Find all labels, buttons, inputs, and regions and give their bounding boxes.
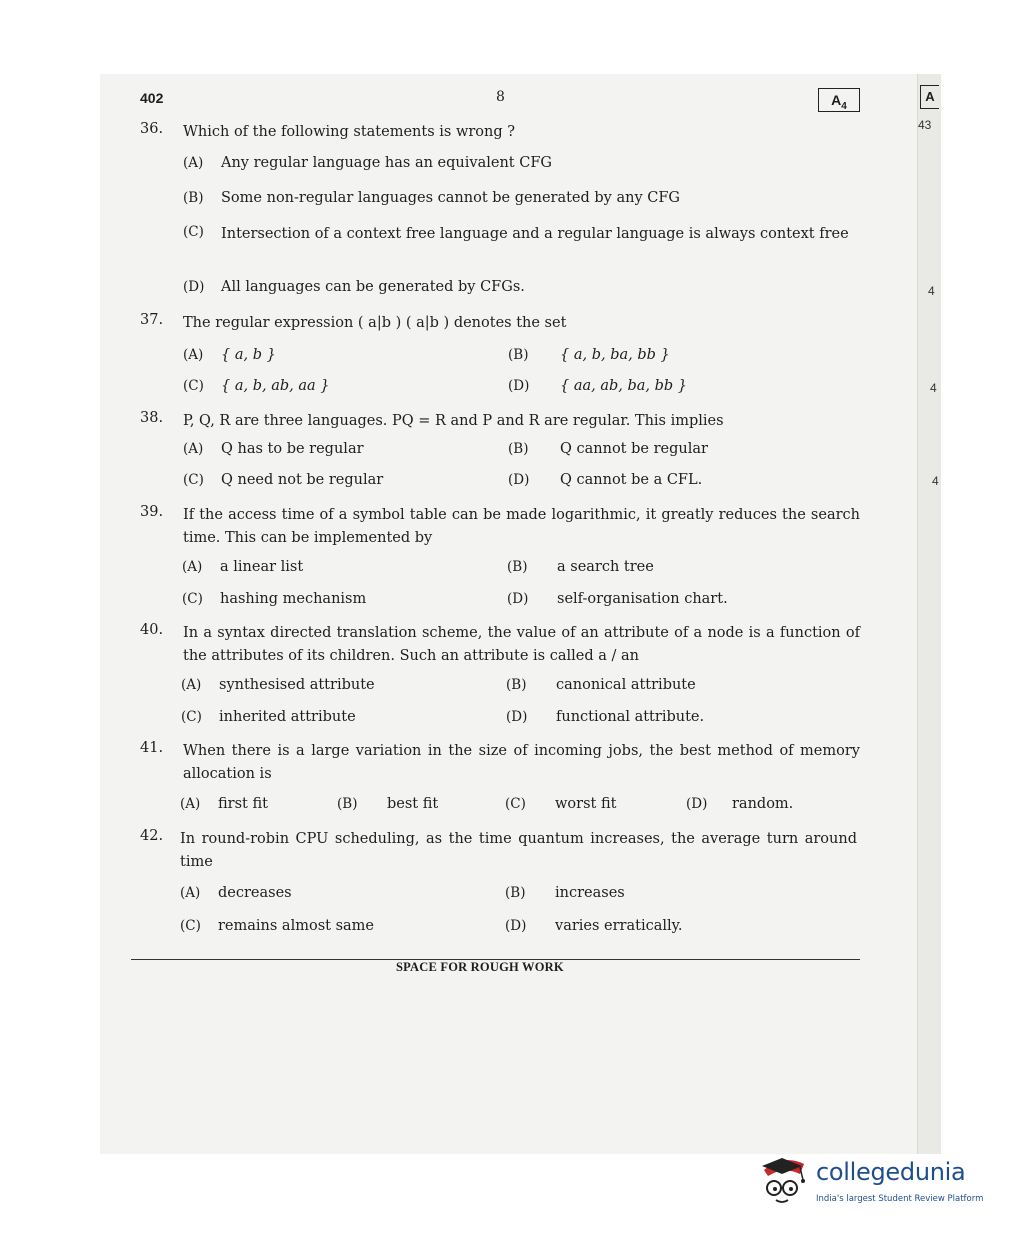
question-number: 39.	[140, 504, 164, 520]
option-label: (B)	[508, 347, 529, 363]
option-40a	[181, 677, 375, 693]
option-40c	[181, 709, 356, 725]
option-label: (D)	[183, 279, 205, 295]
set-sub: 4	[841, 100, 847, 112]
option-text: varies erratically.	[555, 918, 683, 934]
option-label: (B)	[505, 885, 526, 901]
question-number: 42.	[140, 828, 164, 844]
option-text: Q cannot be regular	[560, 441, 708, 457]
option-label: (C)	[183, 472, 204, 488]
option-text: best fit	[387, 796, 439, 812]
option-text: functional attribute.	[556, 709, 705, 725]
option-label: (D)	[508, 472, 530, 488]
option-39a	[182, 559, 303, 575]
option-text: worst fit	[555, 796, 617, 812]
option-text: a search tree	[557, 559, 654, 575]
question-text: P, Q, R are three languages. PQ = R and P and R are regular. This implies	[183, 413, 724, 429]
option-label: (C)	[181, 709, 202, 725]
option-text: self-organisation chart.	[557, 591, 728, 607]
option-36a	[183, 155, 552, 171]
option-text: a linear list	[220, 559, 304, 575]
option-36c	[183, 224, 863, 244]
option-label: (B)	[506, 677, 527, 693]
option-39d	[507, 591, 728, 607]
option-41c	[505, 796, 616, 812]
option-text: canonical attribute	[556, 677, 696, 693]
option-label: (A)	[182, 559, 203, 575]
option-label: (A)	[180, 796, 201, 812]
option-text: inherited attribute	[219, 709, 356, 725]
edge-number: 4	[928, 284, 935, 298]
option-text: { a, b }	[221, 347, 276, 363]
option-37c	[183, 378, 329, 394]
set-code: A	[831, 92, 842, 108]
option-39b	[507, 559, 654, 575]
option-36d	[183, 279, 525, 295]
set-code-box	[818, 88, 860, 112]
option-label: (A)	[183, 155, 204, 171]
question-text: In a syntax directed translation scheme, the value of an attribute of a node is a function of the attributes of its children. Such an attribute is called a / an	[183, 625, 860, 664]
option-label: (C)	[183, 378, 204, 394]
option-text: first fit	[218, 796, 268, 812]
option-label: (C)	[183, 224, 204, 240]
option-text: Q cannot be a CFL.	[560, 472, 703, 488]
question-number: 40.	[140, 622, 164, 638]
question-text: In round-robin CPU scheduling, as the time quantum increases, the average turn around time	[180, 831, 857, 870]
option-text: { a, b, ba, bb }	[560, 347, 670, 363]
edge-number: 4	[932, 474, 939, 488]
option-label: (D)	[686, 796, 708, 812]
option-text: All languages can be generated by CFGs.	[221, 279, 525, 295]
option-label: (D)	[508, 378, 530, 394]
question-number: 37.	[140, 312, 164, 328]
next-page-edge	[917, 74, 941, 1154]
option-text: Some non-regular languages cannot be generated by any CFG	[221, 190, 681, 206]
mascot-icon	[756, 1152, 812, 1208]
page-code: 402	[140, 90, 164, 106]
option-text: Any regular language has an equivalent CFG	[221, 155, 552, 171]
option-label: (A)	[183, 441, 204, 457]
option-text: { a, b, ab, aa }	[221, 378, 330, 394]
option-label: (D)	[505, 918, 527, 934]
option-39c	[182, 591, 366, 607]
option-37b	[508, 347, 670, 363]
option-38a	[183, 441, 364, 457]
option-42d	[505, 918, 683, 934]
option-42b	[505, 885, 625, 901]
page-number: 8	[496, 89, 505, 105]
option-label: (C)	[505, 796, 526, 812]
option-label: (D)	[507, 591, 529, 607]
option-label: (C)	[180, 918, 201, 934]
question-number: 41.	[140, 740, 164, 756]
logo-tagline: India's largest Student Review Platform	[816, 1194, 984, 1204]
option-41b	[337, 796, 438, 812]
question-text: The regular expression ( a|b ) ( a|b ) denotes the set	[183, 315, 567, 331]
option-40d	[506, 709, 704, 725]
option-label: (A)	[180, 885, 201, 901]
option-text: hashing mechanism	[220, 591, 367, 607]
option-label: (B)	[507, 559, 528, 575]
option-41a	[180, 796, 268, 812]
option-37d	[508, 378, 687, 394]
option-text: remains almost same	[218, 918, 374, 934]
option-label: (D)	[506, 709, 528, 725]
option-37a	[183, 347, 276, 363]
question-text: When there is a large variation in the size of incoming jobs, the best method of memory allocation is	[183, 743, 860, 782]
option-42a	[180, 885, 292, 901]
option-text: increases	[555, 885, 625, 901]
option-text: decreases	[218, 885, 292, 901]
option-label: (B)	[183, 190, 204, 206]
rough-work-label: SPACE FOR ROUGH WORK	[396, 960, 564, 974]
option-text: random.	[732, 796, 794, 812]
edge-number: 43	[918, 118, 932, 132]
question-text: If the access time of a symbol table can be made logarithmic, it greatly reduces the search time. This can be implemented by	[183, 507, 860, 546]
question-text: Which of the following statements is wrong ?	[183, 124, 516, 140]
option-36b	[183, 190, 680, 206]
option-42c	[180, 918, 374, 934]
logo-wordmark: collegedunia	[816, 1158, 966, 1186]
option-label: (A)	[181, 677, 202, 693]
option-text: { aa, ab, ba, bb }	[560, 378, 688, 394]
option-text: Intersection of a context free language and a regular language is always context free	[221, 226, 849, 242]
option-label: (B)	[508, 441, 529, 457]
option-38b	[508, 441, 708, 457]
option-label: (C)	[182, 591, 203, 607]
option-label: (A)	[183, 347, 204, 363]
question-number: 38.	[140, 410, 164, 426]
option-40b	[506, 677, 696, 693]
option-text: synthesised attribute	[219, 677, 375, 693]
edge-set-box: A	[920, 85, 939, 109]
edge-number: 4	[930, 381, 937, 395]
option-38c	[183, 472, 383, 488]
question-number: 36.	[140, 121, 164, 137]
option-38d	[508, 472, 702, 488]
collegedunia-logo	[756, 1152, 986, 1212]
option-41d	[686, 796, 793, 812]
option-label: (B)	[337, 796, 358, 812]
option-text: Q need not be regular	[221, 472, 384, 488]
option-text: Q has to be regular	[221, 441, 364, 457]
